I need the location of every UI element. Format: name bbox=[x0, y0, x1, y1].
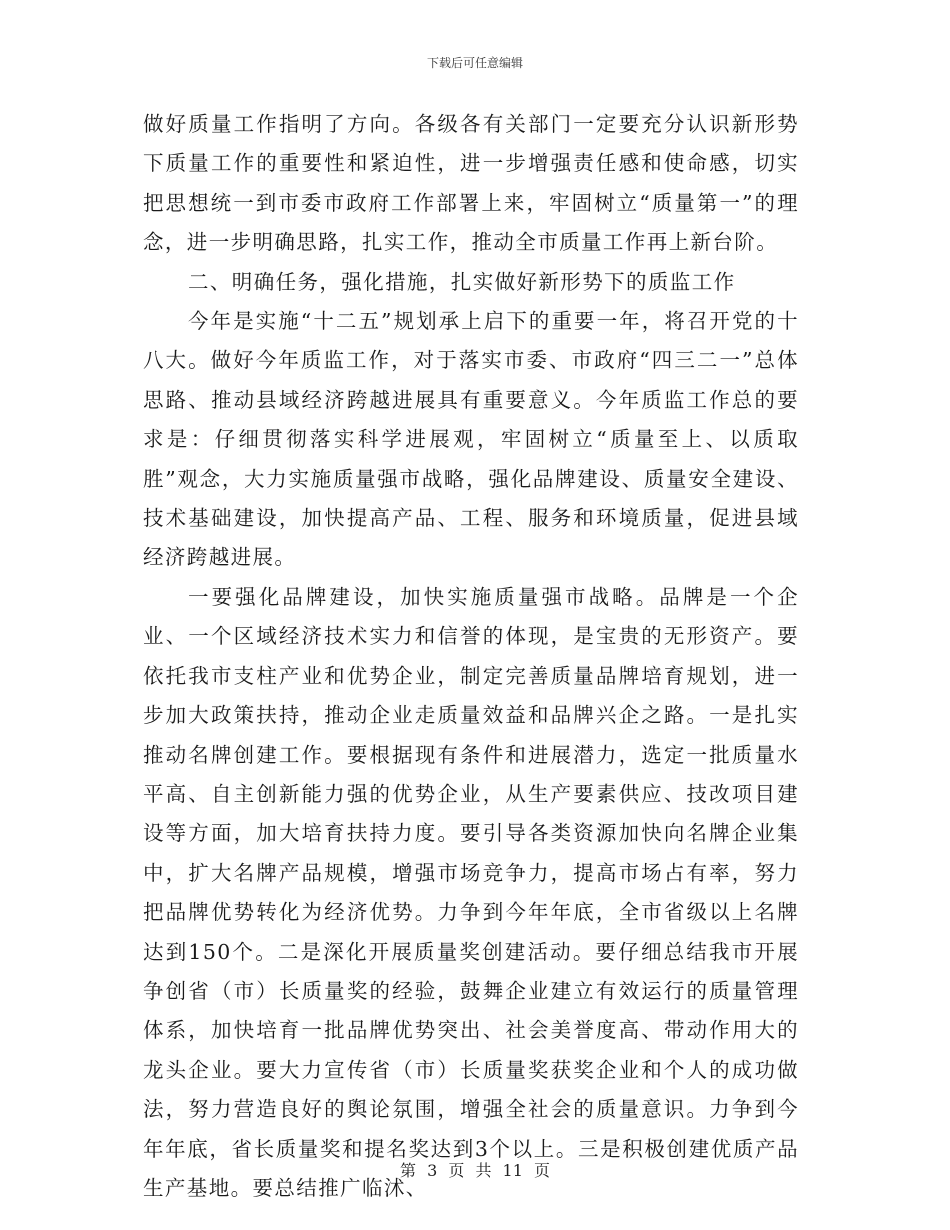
paragraph-1: 做好质量工作指明了方向。各级各有关部门一定要充分认识新形势下质量工作的重要性和紧迫性，进一步增强责任感和使命感，切实把思想统一到市委市政府工作部署上来，牢固树立“质量第一”的理念，进一步明确思路，扎实工作，推动全市质量工作再上新台阶。 bbox=[143, 112, 799, 255]
page-number: 第 3 页 共 11 页 bbox=[400, 1161, 550, 1180]
section-heading: 二、明确任务，强化措施，扎实做好新形势下的质监工作 bbox=[188, 269, 736, 294]
document-body bbox=[143, 105, 799, 1208]
paragraph-2: 今年是实施“十二五”规划承上启下的重要一年，将召开党的十八大。做好今年质监工作，对于落实市委、市政府“四三二一”总体思路、推动县域经济跨越进展具有重要意义。今年质监工作总的要求是：仔细贯彻落实科学进展观，牢固树立“质量至上、以质取胜”观念，大力实施质量强市战略，强化品牌建设、质量安全建设、技术基础建设，加快提高产品、工程、服务和环境质量，促进县域经济跨越进展。 bbox=[143, 309, 799, 570]
paragraph-3: 一要强化品牌建设，加快实施质量强市战略。品牌是一个企业、一个区域经济技术实力和信誉的体现，是宝贵的无形资产。要依托我市支柱产业和优势企业，制定完善质量品牌培育规划，进一步加大政策扶持，推动企业走质量效益和品牌兴企之路。一是扎实推动名牌创建工作。要根据现有条件和进展潜力，选定一批质量水平高、自主创新能力强的优势企业，从生产要素供应、技改项目建设等方面，加大培育扶持力度。要引导各类资源加快向名牌企业集中，扩大名牌产品规模，增强市场竞争力，提高市场占有率，努力把品牌优势转化为经济优势。力争到今年年底，全市省级以上名牌达到150个。二是深化开展质量奖创建活动。要仔细总结我市开展争创省（市）长质量奖的经验，鼓舞企业建立有效运行的质量管理体系，加快培育一批品牌优势突出、社会美誉度高、带动作用大的龙头企业。要大力宣传省（市）长质量奖获奖企业和个人的成功做法，努力营造良好的舆论氛围，增强全社会的质量意识。力争到今年年底，省长质量奖和提名奖达到3个以上。三是积极创建优质产品生产基地。要总结推广临沭、 bbox=[143, 584, 799, 1200]
page-header: 下载后可任意编辑 bbox=[426, 56, 523, 70]
